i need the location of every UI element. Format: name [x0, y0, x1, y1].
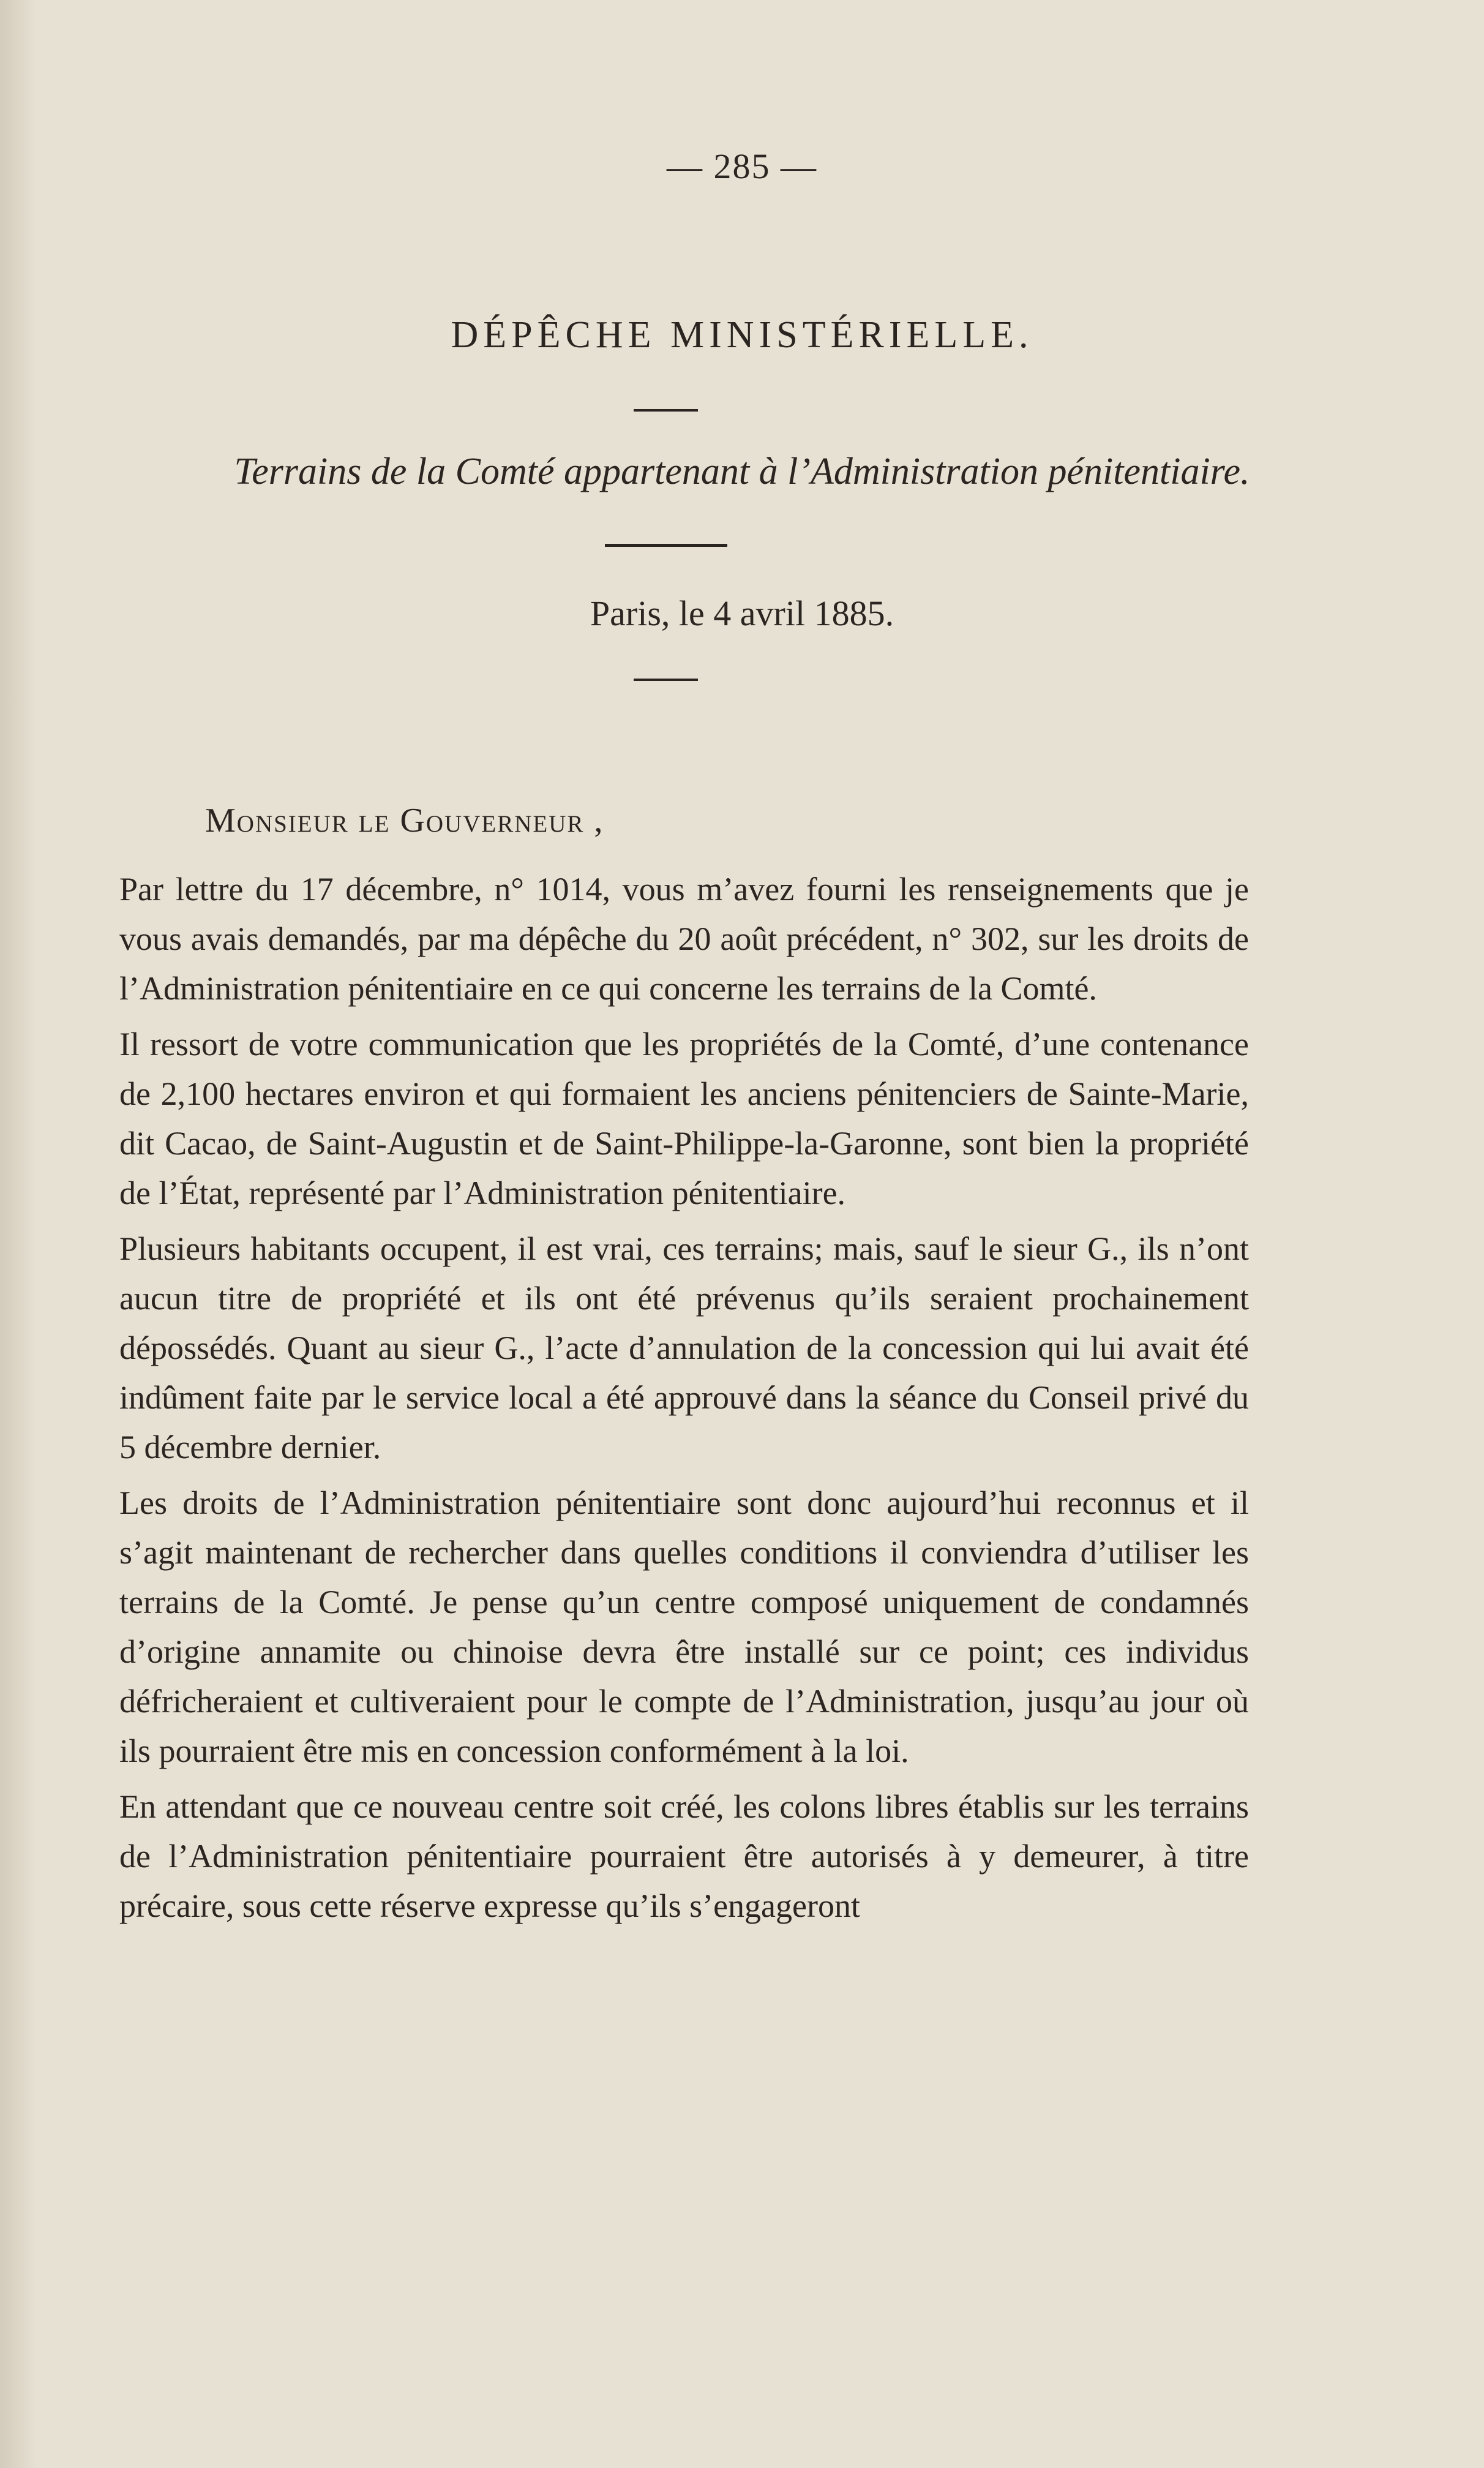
paragraph: Les droits de l’Administration pénitentiaire sont donc aujourd’hui reconnus et il s’agit maintenant de rechercher dans quelles conditions il conviendra d’utiliser les terrains de la Comté. Je pense qu’un centre composé uniquement de condamnés d’origine annamite ou chinoise devra être installé sur ce point; ces individus défricheraient et cultiveraient pour le compte de l’Administration, jusqu’au jour où ils pourraient être mis en concession conformément à la loi.: [119, 1484, 1249, 1769]
salutation: Monsieur le Gouverneur ,: [205, 802, 604, 840]
letter-body: [119, 865, 1249, 1937]
paragraph: En attendant que ce nouveau centre soit créé, les colons libres établis sur les terrains de l’Administration pénitentiaire pourraient être autorisés à y demeurer, à titre précaire, sous cette réserve expresse qu’ils s’engageront: [119, 1788, 1249, 1924]
divider-rule: [605, 544, 727, 547]
divider-rule: [634, 409, 698, 412]
paragraph: Par lettre du 17 décembre, n° 1014, vous m’avez fourni les renseignements que je vous avais demandés, par ma dépêche du 20 août précédent, n° 302, sur les droits de l’Administration pénitentiaire en ce qui concerne les terrains de la Comté.: [119, 871, 1249, 1007]
document-subtitle: Terrains de la Comté appartenant à l’Administration pénitentiaire.: [234, 451, 1250, 492]
dateline: Paris, le 4 avril 1885.: [590, 593, 894, 633]
paragraph: Il ressort de votre communication que les propriétés de la Comté, d’une contenance de 2,100 hectares environ et qui formaient les anciens pénitenciers de Sainte-Marie, dit Cacao, de Saint-Augustin et de Saint-Philippe-la-Garonne, sont bien la propriété de l’État, représenté par l’Administration pénitentiaire.: [119, 1026, 1249, 1211]
divider-rule: [634, 679, 698, 681]
page-number: — 285 —: [667, 146, 817, 186]
document-heading: DÉPÊCHE MINISTÉRIELLE.: [451, 314, 1033, 356]
paragraph: Plusieurs habitants occupent, il est vrai, ces terrains; mais, sauf le sieur G., ils n’ont aucun titre de propriété et ils ont été prévenus qu’ils seraient prochainement dépossédés. Quant au sieur G., l’acte d’annulation de la concession qui lui avait été indûment faite par le service local a été approuvé dans la séance du Conseil privé du 5 décembre dernier.: [119, 1230, 1249, 1465]
page-edge-shadow: [0, 0, 37, 2468]
